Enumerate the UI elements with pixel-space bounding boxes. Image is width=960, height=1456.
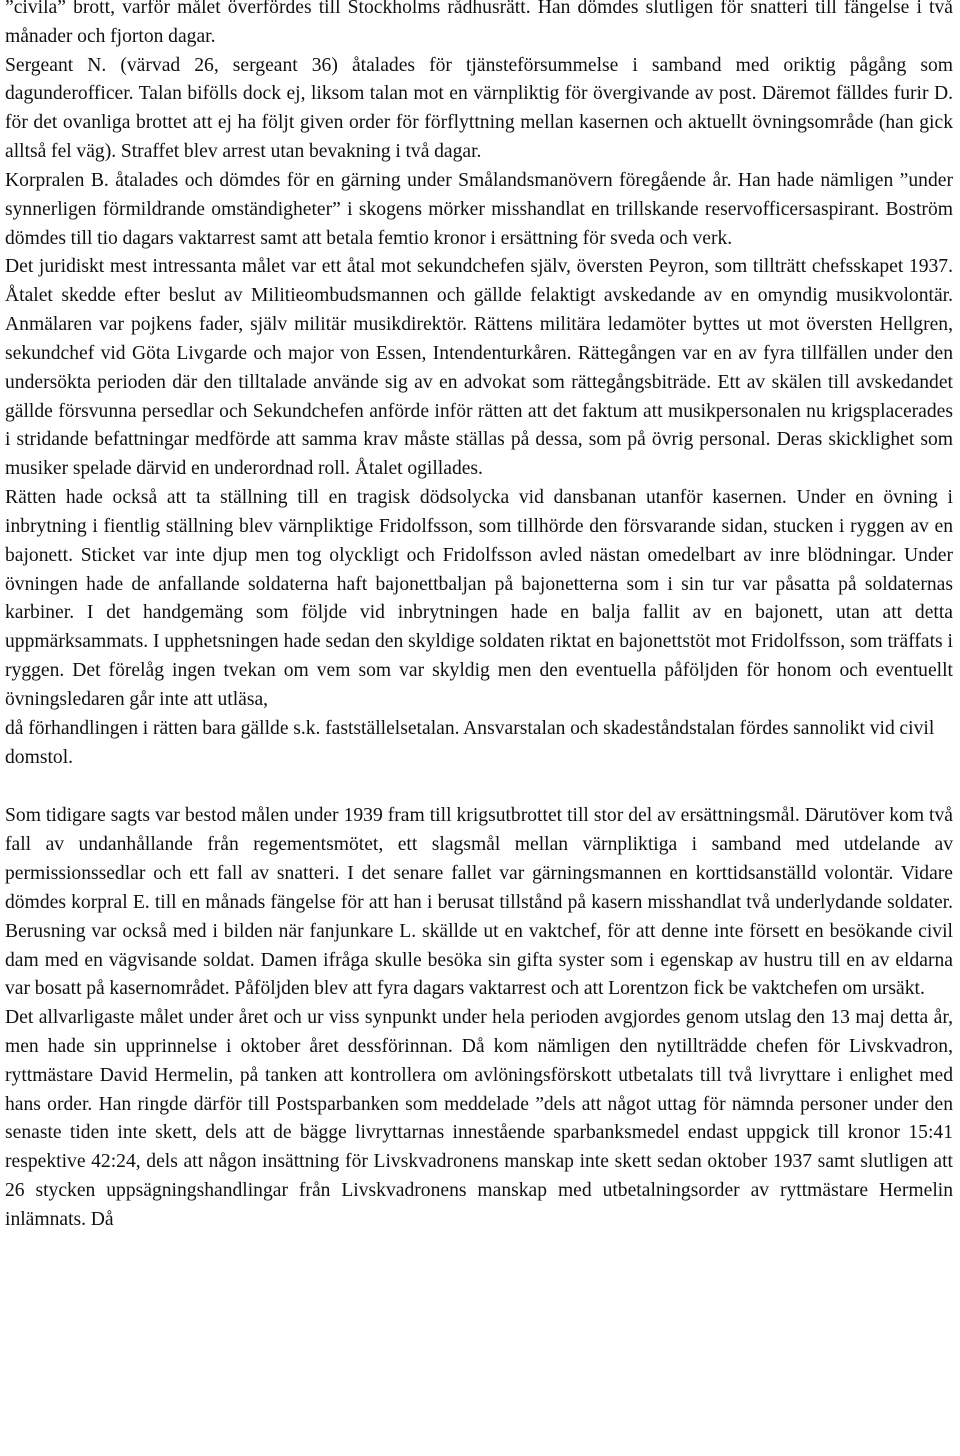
paragraph-korpralen-b: Korpralen B. åtalades och dömdes för en gärning under Smålandsmanövern föregående år. Han hade nämligen ”under synnerligen förmildrande omständigheter” i skogens mörker misshandlat en trillskande reservofficersaspirant. Boström dömdes till tio dagars vaktarrest samt att betala femtio kronor i ersättning för sveda och verk. — [5, 169, 953, 249]
document-page — [5, 0, 953, 1235]
paragraph-spacer — [5, 772, 953, 802]
paragraph-fridolfsson-accident: Rätten hade också att ta ställning till en tragisk dödsolycka vid dansbanan utanför kasernen. Under en övning i inbrytning i fientlig ställning blev värnpliktige Fridolfsson, som tillhörde den försvarande sidan, stucken i ryggen av en bajonett. Sticket var inte djup men tog olyckligt och Fridolfsson avled nästan omedelbart av inre blödningar. Under övningen hade de anfallande soldaterna haft bajonettbaljan på bajonetterna som i sin tur var påsatta på soldaternas karbiner. I det handgemäng som följde vid inbrytningen hade en balja fallit av en bajonett, utan att detta uppmärksammats. I upphetsningen hade sedan den skyldige soldaten riktat en bajonettstöt mot Fridolfsson, som träffats i ryggen. Det förelåg ingen tvekan om vem som var skyldig men den eventuella påföljden för honom och eventuellt övningsledaren går inte att utläsa, — [5, 487, 953, 710]
paragraph-sergeant-n: Sergeant N. (värvad 26, sergeant 36) åtalades för tjänsteförsummelse i samband med oriktig pågång som dagunderofficer. Talan bifölls dock ej, liksom talan mot en värnpliktig för övergivande av post. Däremot fälldes furir D. för det ovanliga brottet att ej ha följt given order för förflyttning mellan kasernen och aktuellt övningsområde (han gick alltså fel väg). Straffet blev arrest utan bevakning i två dagar. — [5, 54, 953, 163]
paragraph-hermelin-case: Det allvarligaste målet under året och ur viss synpunkt under hela perioden avgjordes genom utslag den 13 maj detta år, men hade sin upprinnelse i oktober året dessförinnan. Då kom nämligen den nytillträdde chefen för Livskvadron, ryttmästare David Hermelin, på tanken att kontrollera om avlöningsförskott utbetalats till två livryttare i enlighet med hans order. Han ringde därför till Postsparbanken som meddelade ”dels att något uttag för nämnda personer under den senaste tiden inte skett, dels att de bägge livryttarnas innestående sparbanksmedel endast uppgick till kronor 15:41 respektive 42:24, dels att någon insättning för Livskvadronens manskap inte skett sedan oktober 1937 samt slutligen att 26 stycken uppsägningshandlingar från Livskvadronens manskap med utbetalningsorder av ryttmästare Hermelin inlämnats. Då — [5, 1007, 953, 1230]
paragraph-civila-brott: ”civila” brott, varför målet överfördes till Stockholms rådhusrätt. Han dömdes slutligen för snatteri till fängelse i två månader och fjorton dagar. — [5, 0, 953, 47]
paragraph-peyron-case: Det juridiskt mest intressanta målet var ett åtal mot sekundchefen själv, översten Peyron, som tillträtt chefsskapet 1937. Åtalet skedde efter beslut av Militieombudsmannen och gällde felaktigt avskedande av en omyndig musikvolontär. Anmälaren var pojkens fader, själv militär musikdirektör. Rättens militära ledamöter byttes ut mot översten Hellgren, sekundchef vid Göta Livgarde och major von Essen, Intendenturkåren. Rättegången var en av fyra tillfällen under den undersökta perioden där den tilltalade använde sig av en advokat som rättegångsbiträde. Ett av skälen till avskedandet gällde försvunna persedlar och Sekundchefen anförde inför rätten att det faktum att musikpersonalen nu krigsplacerades i stridande befattningar medförde att samma krav måste ställas på dessa, som på övrig personal. Deras skicklighet som musiker spelade därvid en underordnad roll. Åtalet ogillades. — [5, 256, 953, 480]
paragraph-1939-cases: Som tidigare sagts var bestod målen under 1939 fram till krigsutbrottet till stor del av ersättningsmål. Därutöver kom två fall av undanhållande från regementsmötet, ett slagsmål mellan värnpliktiga i samband med utdelande av permissionssedlar och ett fall av snatteri. I det senare fallet var gärningsmannen en korttidsanställd volontär. Vidare dömdes korpral E. till en månads fängelse för att han i berusat tillstånd på kasern misshandlat två underlydande soldater. Berusning var också med i bilden när fanjunkare L. skällde ut en vaktchef, för att denne inte försett en besökande civil dam med en vägvisande soldat. Damen ifråga skulle besöka sin gifta syster som i egenskap av hustru till en av eldarna var bosatt på kasernområdet. Påföljden blev att fyra dagars vaktarrest och att Lorentzon fick be vaktchefen om ursäkt. — [5, 805, 953, 1000]
paragraph-fastställelsetalan: då förhandlingen i rätten bara gällde s.k. fastställelsetalan. Ansvarstalan och skadeståndstalan fördes sannolikt vid civil domstol. — [5, 717, 935, 768]
